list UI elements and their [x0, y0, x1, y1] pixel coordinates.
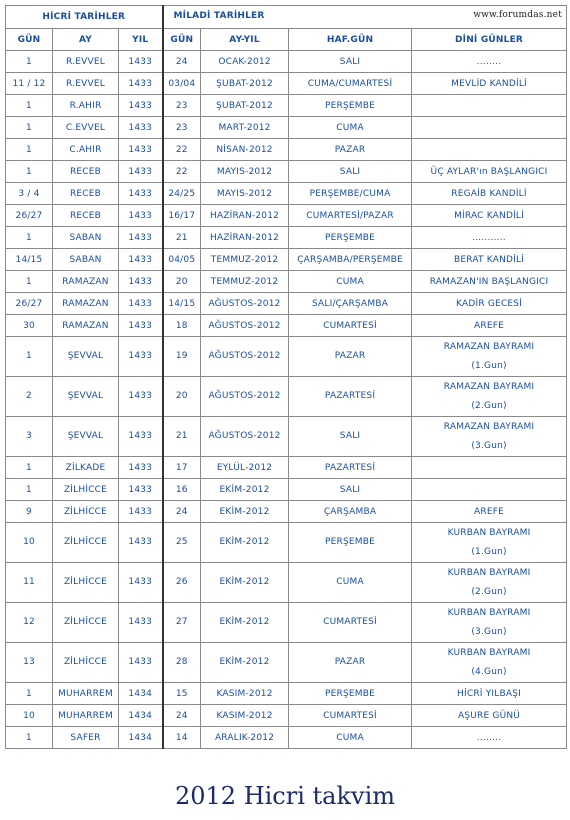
dini-gun-line: AŞURE GÜNÜ: [457, 710, 521, 721]
hicri-gun-cell: 1: [6, 51, 53, 73]
miladi-ay-yil-cell: KASIM-2012: [201, 705, 289, 727]
haftanin-gunu-cell: ÇARŞAMBA: [289, 501, 412, 523]
hicri-ay-cell: ŞEVVAL: [53, 417, 119, 457]
hicri-ay-cell: ZİLHİCCE: [53, 563, 119, 603]
haftanin-gunu-cell: CUMA/CUMARTESİ: [289, 73, 412, 95]
hicri-gun-cell: 13: [6, 643, 53, 683]
hicri-yil-cell: 1433: [119, 227, 163, 249]
haftanin-gunu-cell: CUMA: [289, 727, 412, 749]
miladi-gun-cell: 24: [163, 501, 201, 523]
dini-gun-cell: [412, 271, 567, 293]
miladi-ay-yil-cell: MART-2012: [201, 117, 289, 139]
miladi-gun-cell: 26: [163, 563, 201, 603]
hicri-yil-cell: 1433: [119, 249, 163, 271]
dini-gun-cell: [412, 205, 567, 227]
table-row: [6, 727, 567, 749]
haftanin-gunu-cell: PERŞEMBE: [289, 523, 412, 563]
hicri-gun-cell: 26/27: [6, 293, 53, 315]
miladi-gun-cell: 28: [163, 643, 201, 683]
hicri-gun-cell: 2: [6, 377, 53, 417]
hicri-yil-cell: 1433: [119, 337, 163, 377]
dini-gun-cell: [412, 51, 567, 73]
miladi-gun-cell: 16: [163, 479, 201, 501]
miladi-gun-cell: 23: [163, 117, 201, 139]
dini-gun-line: (3.Gun): [471, 626, 507, 637]
miladi-ay-yil-cell: HAZİRAN-2012: [201, 227, 289, 249]
haftanin-gunu-cell: CUMA: [289, 271, 412, 293]
dini-gun-line: AREFE: [474, 506, 505, 517]
hicri-ay-cell: SAFER: [53, 727, 119, 749]
table-row: [6, 249, 567, 271]
hicri-yil-cell: 1433: [119, 603, 163, 643]
hicri-gun-cell: 1: [6, 479, 53, 501]
miladi-ay-yil-cell: MAYIS-2012: [201, 161, 289, 183]
miladi-ay-yil-cell: HAZİRAN-2012: [201, 205, 289, 227]
dini-gun-line: (2.Gun): [471, 586, 507, 597]
dini-gun-line: KURBAN BAYRAMI: [447, 527, 531, 538]
hicri-ay-cell: C.EVVEL: [53, 117, 119, 139]
dini-gun-cell: [412, 457, 567, 479]
hicri-yil-cell: 1433: [119, 377, 163, 417]
dini-gun-line: (2.Gun): [471, 400, 507, 411]
hicri-yil-cell: 1433: [119, 271, 163, 293]
haftanin-gunu-cell: PAZAR: [289, 643, 412, 683]
dini-gun-cell: [412, 377, 567, 417]
miladi-ay-yil-cell: AĞUSTOS-2012: [201, 417, 289, 457]
miladi-ay-yil-cell: KASIM-2012: [201, 683, 289, 705]
miladi-gun-cell: 19: [163, 337, 201, 377]
hicri-section-title: HİCRİ TARİHLER: [6, 6, 163, 29]
hicri-gun-cell: 1: [6, 457, 53, 479]
miladi-ay-yil-cell: OCAK-2012: [201, 51, 289, 73]
dini-gun-cell: [412, 117, 567, 139]
hicri-ay-cell: RECEB: [53, 205, 119, 227]
table-row: [6, 315, 567, 337]
miladi-ay-yil-cell: EKİM-2012: [201, 479, 289, 501]
dini-gun-line: KADİR GECESİ: [456, 298, 523, 309]
table-row: [6, 73, 567, 95]
hicri-yil-cell: 1433: [119, 457, 163, 479]
hicri-gun-cell: 1: [6, 683, 53, 705]
hicri-yil-cell: 1433: [119, 643, 163, 683]
miladi-gun-cell: 27: [163, 603, 201, 643]
haftanin-gunu-cell: PERŞEMBE: [289, 95, 412, 117]
miladi-title-text: MİLADİ TARİHLER: [173, 11, 265, 21]
haftanin-gunu-cell: PAZARTESİ: [289, 377, 412, 417]
hicri-gun-cell: 1: [6, 337, 53, 377]
dini-gun-line: ........: [476, 732, 502, 743]
miladi-gun-cell: 04/05: [163, 249, 201, 271]
dini-gun-cell: [412, 73, 567, 95]
dini-gun-line: AREFE: [474, 320, 505, 331]
haftanin-gunu-cell: CUMARTESİ: [289, 603, 412, 643]
hicri-ay-cell: R.AHIR: [53, 95, 119, 117]
miladi-ay-yil-cell: AĞUSTOS-2012: [201, 315, 289, 337]
dini-gun-cell: [412, 227, 567, 249]
hicri-yil-cell: 1433: [119, 73, 163, 95]
miladi-ay-yil-cell: EKİM-2012: [201, 563, 289, 603]
table-row: [6, 377, 567, 417]
hicri-yil-cell: 1433: [119, 205, 163, 227]
hicri-ay-cell: RAMAZAN: [53, 315, 119, 337]
hicri-gun-cell: 1: [6, 227, 53, 249]
hicri-yil-cell: 1433: [119, 523, 163, 563]
hicri-ay-cell: MUHARREM: [53, 683, 119, 705]
hicri-ay-cell: RECEB: [53, 183, 119, 205]
miladi-gun-cell: 03/04: [163, 73, 201, 95]
haftanin-gunu-header: HAF.GÜN: [289, 29, 412, 51]
miladi-ay-yil-cell: EKİM-2012: [201, 501, 289, 523]
miladi-gun-header: GÜN: [163, 29, 201, 51]
miladi-ay-yil-cell: TEMMUZ-2012: [201, 271, 289, 293]
hicri-yil-cell: 1433: [119, 479, 163, 501]
hicri-gun-cell: 3 / 4: [6, 183, 53, 205]
table-row: [6, 523, 567, 563]
dini-gun-cell: [412, 603, 567, 643]
hicri-gun-cell: 10: [6, 705, 53, 727]
hicri-gun-cell: 1: [6, 139, 53, 161]
miladi-ay-yil-cell: ŞUBAT-2012: [201, 73, 289, 95]
hicri-ay-cell: RAMAZAN: [53, 293, 119, 315]
hicri-yil-cell: 1433: [119, 501, 163, 523]
dini-gun-cell: [412, 501, 567, 523]
haftanin-gunu-cell: SALI: [289, 161, 412, 183]
hicri-yil-cell: 1433: [119, 563, 163, 603]
miladi-gun-cell: 22: [163, 139, 201, 161]
hicri-ay-cell: ZİLHİCCE: [53, 501, 119, 523]
dini-gun-line: MEVLİD KANDİLİ: [451, 78, 527, 89]
hicri-gun-cell: 11 / 12: [6, 73, 53, 95]
dini-gun-line: RAMAZAN'IN BAŞLANGICI: [429, 276, 549, 287]
miladi-gun-cell: 23: [163, 95, 201, 117]
hicri-ay-cell: MUHARREM: [53, 705, 119, 727]
hicri-yil-cell: 1434: [119, 727, 163, 749]
miladi-gun-cell: 18: [163, 315, 201, 337]
table-row: [6, 643, 567, 683]
haftanin-gunu-cell: PAZARTESİ: [289, 457, 412, 479]
table-row: [6, 603, 567, 643]
hicri-gun-cell: 1: [6, 95, 53, 117]
miladi-gun-cell: 17: [163, 457, 201, 479]
dini-gun-line: ........: [476, 56, 502, 67]
hicri-gun-cell: 3: [6, 417, 53, 457]
haftanin-gunu-cell: SALI: [289, 417, 412, 457]
miladi-ay-yil-cell: EYLÜL-2012: [201, 457, 289, 479]
dini-gun-cell: [412, 479, 567, 501]
table-row: [6, 183, 567, 205]
dini-gun-cell: [412, 337, 567, 377]
dini-gun-line: HİCRİ YILBAŞI: [457, 688, 521, 699]
hicri-gun-cell: 11: [6, 563, 53, 603]
hicri-ay-cell: SABAN: [53, 227, 119, 249]
dini-gun-line: REGAİB KANDİLİ: [451, 188, 527, 199]
miladi-gun-cell: 21: [163, 227, 201, 249]
table-row: [6, 205, 567, 227]
site-link[interactable]: www.forumdas.net: [473, 10, 563, 20]
haftanin-gunu-cell: CUMARTESİ: [289, 315, 412, 337]
dini-gun-line: (3.Gun): [471, 440, 507, 451]
hicri-gun-cell: 1: [6, 161, 53, 183]
dini-gun-cell: [412, 683, 567, 705]
miladi-ay-yil-cell: EKİM-2012: [201, 523, 289, 563]
miladi-ay-yil-cell: EKİM-2012: [201, 603, 289, 643]
hicri-yil-cell: 1433: [119, 139, 163, 161]
miladi-gun-cell: 14/15: [163, 293, 201, 315]
miladi-gun-cell: 14: [163, 727, 201, 749]
dini-gun-line: RAMAZAN BAYRAMI: [443, 421, 535, 432]
haftanin-gunu-cell: PERŞEMBE: [289, 683, 412, 705]
dini-gun-line: RAMAZAN BAYRAMI: [443, 381, 535, 392]
hicri-yil-cell: 1433: [119, 183, 163, 205]
table-row: [6, 417, 567, 457]
hicri-yil-cell: 1433: [119, 293, 163, 315]
dini-gun-cell: [412, 643, 567, 683]
hicri-gun-cell: 30: [6, 315, 53, 337]
dini-gun-cell: [412, 417, 567, 457]
miladi-gun-cell: 15: [163, 683, 201, 705]
dini-gun-line: RAMAZAN BAYRAMI: [443, 341, 535, 352]
hijri-calendar-table: [5, 5, 567, 749]
hicri-gun-cell: 12: [6, 603, 53, 643]
page-caption: 2012 Hicri takvim: [174, 782, 396, 810]
hicri-yil-cell: 1434: [119, 705, 163, 727]
haftanin-gunu-cell: ÇARŞAMBA/PERŞEMBE: [289, 249, 412, 271]
table-row: [6, 683, 567, 705]
miladi-gun-cell: 24: [163, 705, 201, 727]
hicri-ay-cell: ŞEVVAL: [53, 377, 119, 417]
table-row: [6, 457, 567, 479]
hicri-yil-cell: 1433: [119, 95, 163, 117]
dini-gun-cell: [412, 705, 567, 727]
dini-gun-line: ...........: [472, 232, 506, 243]
hicri-ay-cell: RECEB: [53, 161, 119, 183]
haftanin-gunu-cell: PAZAR: [289, 337, 412, 377]
dini-gun-cell: [412, 293, 567, 315]
hicri-gun-cell: 1: [6, 117, 53, 139]
dini-gun-line: (1.Gun): [471, 360, 507, 371]
hicri-ay-cell: SABAN: [53, 249, 119, 271]
dini-gun-line: (1.Gun): [471, 546, 507, 557]
hicri-gun-cell: 1: [6, 271, 53, 293]
miladi-gun-cell: 20: [163, 377, 201, 417]
hicri-ay-cell: RAMAZAN: [53, 271, 119, 293]
table-row: [6, 95, 567, 117]
miladi-gun-cell: 21: [163, 417, 201, 457]
column-header-row: [6, 29, 567, 51]
dini-gun-line: KURBAN BAYRAMI: [447, 567, 531, 578]
dini-gun-cell: [412, 315, 567, 337]
dini-gun-cell: [412, 161, 567, 183]
haftanin-gunu-cell: CUMA: [289, 117, 412, 139]
table-body: [6, 51, 567, 749]
miladi-section-title: [163, 6, 567, 29]
table-row: [6, 563, 567, 603]
table-row: [6, 51, 567, 73]
hicri-yil-header: YIL: [119, 29, 163, 51]
hicri-yil-cell: 1433: [119, 51, 163, 73]
miladi-ay-yil-header: AY-YIL: [201, 29, 289, 51]
dini-gun-cell: [412, 523, 567, 563]
miladi-gun-cell: 22: [163, 161, 201, 183]
haftanin-gunu-cell: SALI: [289, 51, 412, 73]
miladi-gun-cell: 24: [163, 51, 201, 73]
table-row: [6, 705, 567, 727]
table-row: [6, 161, 567, 183]
hicri-gun-cell: 9: [6, 501, 53, 523]
miladi-ay-yil-cell: ŞUBAT-2012: [201, 95, 289, 117]
dini-gun-line: KURBAN BAYRAMI: [447, 647, 531, 658]
hicri-ay-cell: ZİLKADE: [53, 457, 119, 479]
hicri-ay-cell: ZİLHİCCE: [53, 643, 119, 683]
calendar-table-wrapper: [5, 5, 567, 749]
miladi-ay-yil-cell: MAYIS-2012: [201, 183, 289, 205]
haftanin-gunu-cell: SALI: [289, 479, 412, 501]
miladi-ay-yil-cell: TEMMUZ-2012: [201, 249, 289, 271]
table-row: [6, 117, 567, 139]
hicri-yil-cell: 1434: [119, 683, 163, 705]
miladi-ay-yil-cell: AĞUSTOS-2012: [201, 337, 289, 377]
dini-gun-cell: [412, 95, 567, 117]
miladi-gun-cell: 20: [163, 271, 201, 293]
hicri-gun-cell: 14/15: [6, 249, 53, 271]
hicri-ay-cell: R.EVVEL: [53, 51, 119, 73]
dini-gun-line: (4.Gun): [471, 666, 507, 677]
miladi-gun-cell: 16/17: [163, 205, 201, 227]
hicri-ay-header: AY: [53, 29, 119, 51]
hicri-ay-cell: C.AHIR: [53, 139, 119, 161]
miladi-gun-cell: 25: [163, 523, 201, 563]
haftanin-gunu-cell: SALI/ÇARŞAMBA: [289, 293, 412, 315]
table-row: [6, 337, 567, 377]
haftanin-gunu-cell: PERŞEMBE/CUMA: [289, 183, 412, 205]
hicri-gun-cell: 10: [6, 523, 53, 563]
hicri-yil-cell: 1433: [119, 117, 163, 139]
dini-gun-cell: [412, 563, 567, 603]
miladi-ay-yil-cell: AĞUSTOS-2012: [201, 293, 289, 315]
haftanin-gunu-cell: PERŞEMBE: [289, 227, 412, 249]
table-row: [6, 293, 567, 315]
haftanin-gunu-cell: CUMARTESİ: [289, 705, 412, 727]
hicri-yil-cell: 1433: [119, 417, 163, 457]
dini-gun-cell: [412, 183, 567, 205]
dini-gun-cell: [412, 249, 567, 271]
miladi-gun-cell: 24/25: [163, 183, 201, 205]
miladi-ay-yil-cell: ARALIK-2012: [201, 727, 289, 749]
dini-gun-line: MİRAC KANDİLİ: [454, 210, 524, 221]
table-row: [6, 479, 567, 501]
dini-gun-line: BERAT KANDİLİ: [454, 254, 525, 265]
table-row: [6, 271, 567, 293]
hicri-ay-cell: ZİLHİCCE: [53, 523, 119, 563]
hicri-ay-cell: R.EVVEL: [53, 73, 119, 95]
hicri-ay-cell: ZİLHİCCE: [53, 603, 119, 643]
hicri-gun-cell: 1: [6, 727, 53, 749]
table-row: [6, 501, 567, 523]
dini-gunler-header: DİNİ GÜNLER: [412, 29, 567, 51]
dini-gun-cell: [412, 139, 567, 161]
hicri-yil-cell: 1433: [119, 161, 163, 183]
haftanin-gunu-cell: CUMA: [289, 563, 412, 603]
hicri-gun-header: GÜN: [6, 29, 53, 51]
dini-gun-line: KURBAN BAYRAMI: [447, 607, 531, 618]
miladi-ay-yil-cell: AĞUSTOS-2012: [201, 377, 289, 417]
table-row: [6, 227, 567, 249]
miladi-ay-yil-cell: NİSAN-2012: [201, 139, 289, 161]
dini-gun-line: ÜÇ AYLAR'ın BAŞLANGICI: [430, 166, 548, 177]
haftanin-gunu-cell: PAZAR: [289, 139, 412, 161]
dini-gun-cell: [412, 727, 567, 749]
miladi-ay-yil-cell: EKİM-2012: [201, 643, 289, 683]
hicri-gun-cell: 26/27: [6, 205, 53, 227]
hicri-ay-cell: ŞEVVAL: [53, 337, 119, 377]
hicri-yil-cell: 1433: [119, 315, 163, 337]
table-row: [6, 139, 567, 161]
hicri-ay-cell: ZİLHİCCE: [53, 479, 119, 501]
haftanin-gunu-cell: CUMARTESİ/PAZAR: [289, 205, 412, 227]
